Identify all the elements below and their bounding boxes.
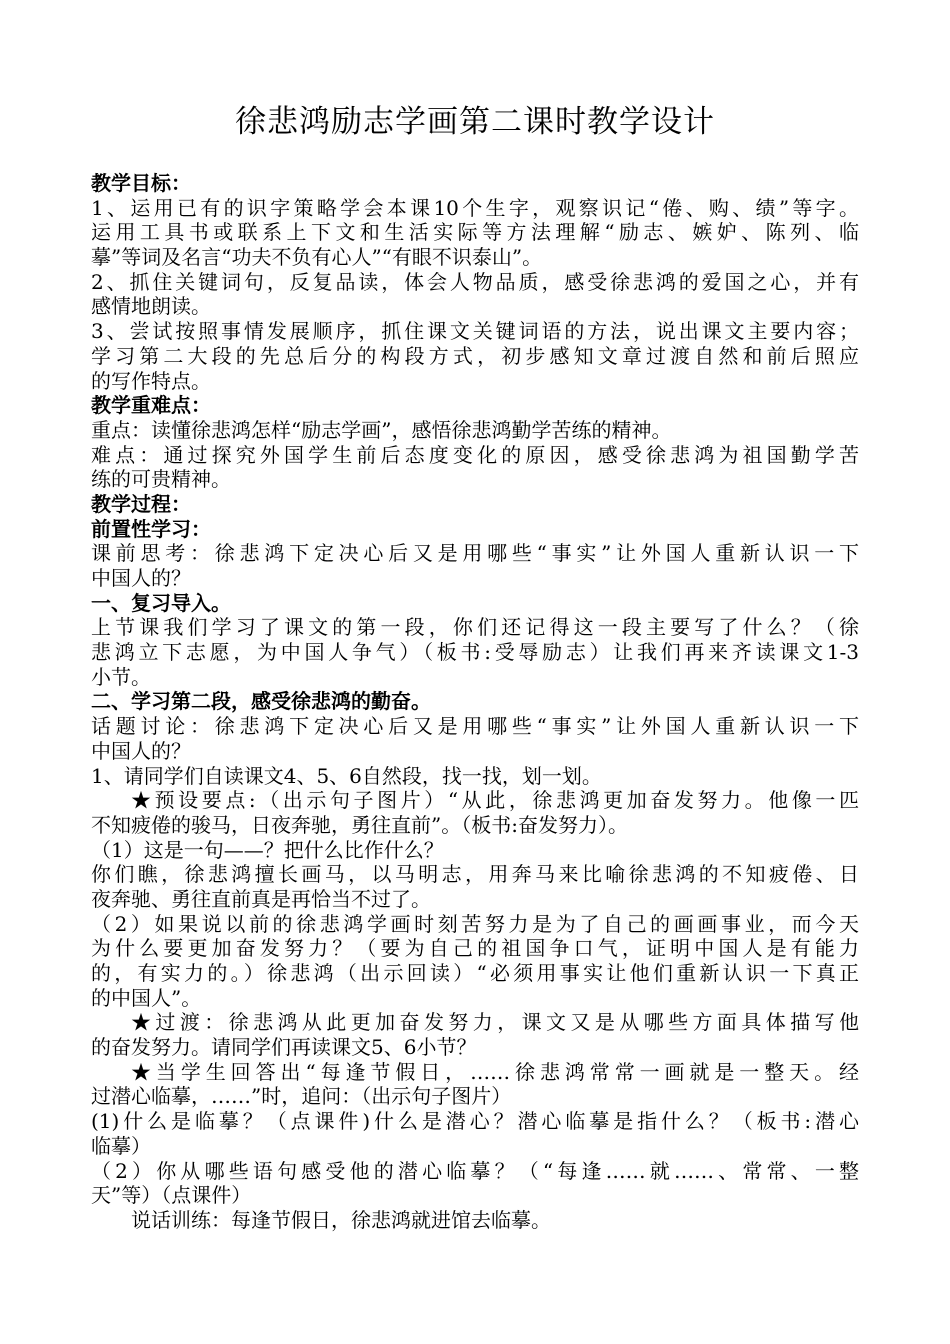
text-line: （1）这是一句——？把什么比作什么？ (91, 837, 444, 862)
text-line: 摹”等词及名言“功夫不负有心人”“有眼不识泰山”。 (91, 245, 543, 270)
text-line: 的，有实力的。）徐悲鸿（出示回读）“必须用事实让他们重新认识一下真正 (91, 961, 859, 985)
text-line: 过潜心临摹，……”时，追问：（出示句子图片） (91, 1084, 512, 1109)
text-line: 话题讨论：徐悲鸿下定决心后又是用哪些“事实”让外国人重新认识一下 (91, 714, 859, 739)
section-heading: 一、复习导入。 (91, 590, 231, 615)
text-line: 1、运用已有的识字策略学会本课10个生字，观察识记“倦、购、绩”等字。 (91, 195, 859, 220)
text-line: 夜奔驰、勇往直前真是再恰当不过了。 (91, 886, 431, 911)
text-line: 说话训练：每逢节假日，徐悲鸿就进馆去临摹。 (131, 1207, 551, 1232)
text-line: 3、尝试按照事情发展顺序，抓住课文关键词语的方法，说出课文主要内容； (91, 319, 859, 344)
text-line: ★当学生回答出“每逢节假日，……徐悲鸿常常一画就是一整天。经 (131, 1059, 859, 1084)
text-line: 小节。 (91, 664, 151, 689)
text-line: 上节课我们学习了课文的第一段，你们还记得这一段主要写了什么？（徐 (91, 615, 859, 640)
text-line: 1、请同学们自读课文4、5、6自然段，找一找，划一划。 (91, 763, 602, 788)
text-line: 的奋发努力。请同学们再读课文5、6小节？ (91, 1035, 477, 1060)
document-title: 徐悲鸿励志学画第二课时教学设计 (235, 104, 715, 140)
section-heading: 教学目标： (91, 171, 191, 195)
section-heading: 教学重难点： (91, 393, 211, 418)
document-body (91, 171, 859, 1233)
text-line: 课前思考：徐悲鸿下定决心后又是用哪些“事实”让外国人重新认识一下 (91, 541, 859, 566)
section-heading: 二、学习第二段，感受徐悲鸿的勤奋。 (91, 689, 431, 714)
text-line: 学习第二大段的先总后分的构段方式，初步感知文章过渡自然和前后照应 (91, 343, 859, 368)
text-line: 天”等）（点课件） (91, 1183, 252, 1208)
text-line: 练的可贵精神。 (91, 467, 231, 492)
text-line: （2）你从哪些语句感受他的潜心临摹？（“每逢……就……、常常、一整 (91, 1158, 859, 1183)
text-line: 临摹） (91, 1133, 151, 1158)
section-heading: 前置性学习： (91, 516, 211, 541)
text-line: 悲鸿立下志愿，为中国人争气）（板书:受辱励志）让我们再来齐读课文1-3 (91, 640, 859, 665)
text-line: ★预设要点:（出示句子图片）“从此，徐悲鸿更加奋发努力。他像一匹 (131, 788, 859, 813)
text-line: ★过渡：徐悲鸿从此更加奋发努力，课文又是从哪些方面具体描写他 (131, 1010, 859, 1035)
text-line: 运用工具书或联系上下文和生活实际等方法理解“励志、嫉妒、陈列、临 (91, 220, 859, 245)
text-line: 为什么要更加奋发努力？（要为自己的祖国争口气，证明中国人是有能力 (91, 936, 859, 961)
text-line: 中国人的？ (91, 738, 191, 763)
text-line: 重点：读懂徐悲鸿怎样“励志学画”，感悟徐悲鸿勤学苦练的精神。 (91, 417, 672, 442)
text-line: 你们瞧，徐悲鸿擅长画马，以马明志，用奔马来比喻徐悲鸿的不知疲倦、日 (91, 862, 859, 887)
text-line: 的写作特点。 (91, 368, 211, 393)
text-line: 感情地朗读。 (91, 294, 211, 319)
section-heading: 教学过程： (91, 491, 191, 516)
text-line: 2、抓住关键词句，反复品读，体会人物品质，感受徐悲鸿的爱国之心，并有 (91, 269, 859, 294)
text-line: （2）如果说以前的徐悲鸿学画时刻苦努力是为了自己的画画事业，而今天 (91, 911, 859, 936)
text-line: (1)什么是临摹？（点课件)什么是潜心？潜心临摹是指什么？（板书:潜心 (91, 1109, 859, 1134)
text-line: 的中国人”。 (91, 985, 202, 1010)
text-line: 难点：通过探究外国学生前后态度变化的原因，感受徐悲鸿为祖国勤学苦 (91, 442, 859, 467)
text-line: 中国人的？ (91, 566, 191, 590)
text-line: 不知疲倦的骏马，日夜奔驰，勇往直前”。（板书:奋发努力）。 (91, 812, 628, 837)
